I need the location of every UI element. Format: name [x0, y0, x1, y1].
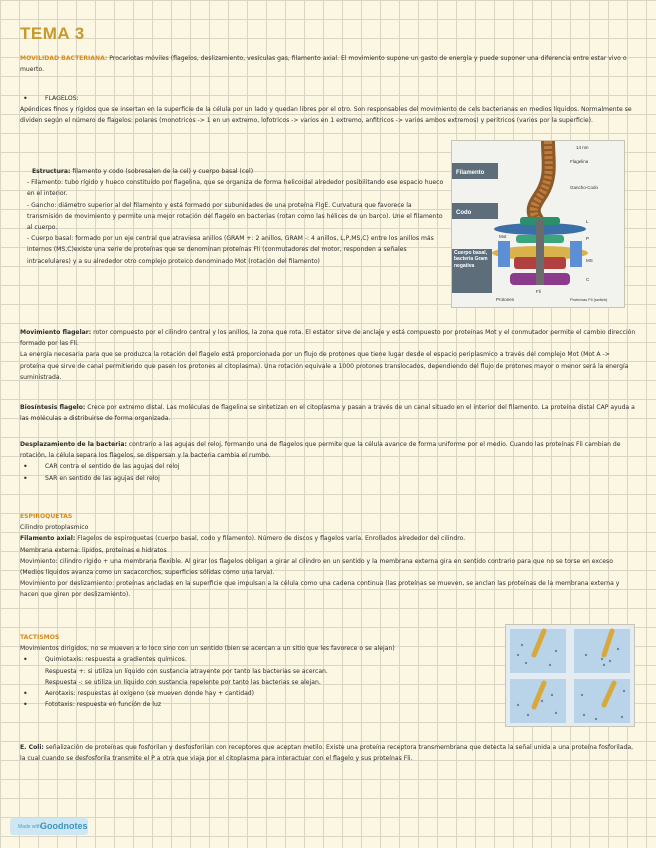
espiroquetas-block	[20, 511, 636, 601]
tactismos-text: Movimientos dirigidos, no se mueven a lo loco sino con un sentido (bien se acercan a un sitio que les favorece o se alejan)	[20, 645, 395, 653]
estructura-text: filamento y codo (sobresalen de la cel) y cuerpo basal (cel)	[70, 168, 254, 175]
flagellum-diagram	[451, 140, 625, 308]
flagelos-text: Apéndices finos y rígidos que se insertan en la superficie de la célula por un lado y quedan libres por el otro. Son responsables del movimiento de cels bacterianas en medios líquidos. Normalmente se dividen según el número de flagelos: polares (monotricos -> 1 en un extremo, lofotricos -> varios en 1 extremo, anfitricos -> varios ambos extremos) y peritricos (varios por la superficie).	[20, 106, 632, 125]
tactismos-block	[20, 632, 506, 710]
central-rod	[536, 219, 544, 285]
diagram-ring-l: L	[586, 219, 589, 224]
intro-heading: MOVILIDAD BACTERIANA:	[20, 55, 108, 62]
desplazamiento-label: Desplazamiento de la bacteria:	[20, 441, 127, 448]
dish-2	[574, 629, 630, 673]
ecoli-text: señalización de proteínas que fosforilan y desfosforilan con receptores que aceptan metilo. Existe una proteína receptora transmembrana que detecta la señal unida a una proteína fosforilada, la cual cuando se desfosforila transmite el P a otra que viaja por el citoplasma para interactuar con el flagelo y sus proteínas Fli.	[20, 744, 634, 763]
desplazamiento-block	[20, 439, 636, 484]
diagram-label-protones: Protones	[496, 297, 515, 302]
mot-right	[570, 241, 582, 267]
intro-text: Procariotas móviles (flagelos, deslizamiento, vesículas gas, filamento axial. El movimiento supone un gasto de energía y puede suponer una diferencia entre estar vivo o muerto.	[20, 55, 627, 74]
flagelos-list	[20, 93, 620, 104]
badge-brand: Goodnotes	[40, 821, 88, 831]
biosintesis-label: Biosíntesis flagelo:	[20, 404, 86, 411]
tactismos-list-2	[20, 688, 506, 710]
espiroquetas-deslizamiento: Movimiento por deslizamiento: proteínas ancladas en la superficie que impulsan a la célula como una cadena continua (las proteínas se mueven, se anclan las proteínas de la membrana externa y hacen que giren por deslizamiento).	[20, 580, 620, 599]
estructura-gancho: - Gancho: diámetro superior al del filamento y está formado por subunidades de una proteína FlgE. Curvatura que favorece la transmisión de movimiento y permite una mejor rotación del flagelo en bacterias (rotan como las hélices de un barco). Une el filamento al cuerpo.	[27, 201, 443, 232]
espiroquetas-movimiento: Movimiento: cilindro rígido + una membrana flexible. Al girar los flagelos obligan a girar al cilindro en un sentido y la membrana externa gira en sentido contrario para que no se torse en exceso (Medios líquidos avanza como un sacacorchos, superficies sólidas como una larva).	[20, 557, 613, 577]
diagram-label-fli: Fli	[536, 289, 541, 294]
list-item-quimiotaxis: • Quimiotaxis: respuesta a gradientes químicos.	[20, 654, 506, 665]
diagram-label-filamento: Filamento	[456, 170, 485, 176]
diagram-ring-p: P	[586, 236, 590, 241]
diagram-label-gancho: Gancho-Codo	[570, 185, 599, 190]
estructura-label: Estructura:	[32, 168, 71, 175]
list-item-aerotaxis: • Aerotaxis: respuestas al oxígeno (se mueven donde hay + cantidad)	[20, 688, 506, 699]
diagram-label-size: 14 nm	[576, 145, 589, 150]
intro-paragraph	[20, 53, 636, 75]
diagram-label-flagelina: Flagelina	[570, 159, 589, 164]
rotation-list	[20, 461, 636, 483]
espiroquetas-filamento-label: Filamento axial:	[20, 535, 76, 543]
movimiento-text: rotor compuesto por el cilindro central y los anillos, la zona que rota. El estator sirve de anclaje y está compuesto por proteínas Mot y el conmutador permite el cambio dirección formado por las Fli.	[20, 329, 636, 348]
tactismos-heading: TACTISMOS	[20, 634, 60, 641]
diagram-label-cuerpo: Cuerpo basal, bacteria Gram negativa	[454, 250, 488, 269]
espiroquetas-filamento-text: Flagelos de espiroquetas (cuerpo basal, codo y filamento). Número de discos y flagelos varía. Enrollados alrededor del cilindro.	[75, 535, 466, 543]
diagram-label-proteinas-fli: Proteínas Fli (switch)	[570, 297, 608, 302]
desplazamiento-text: contrario a las agujas del reloj, formando una de flagelos que permite que la célula avance de forma uniforme por el medio. Cuando las proteínas Fli cambian de rotación, la célula separa los flagelos, se dispersan y la bacteria cambia el rumbo.	[20, 441, 621, 460]
list-item-fototaxis: • Fototaxis: respuesta en función de luz	[20, 699, 506, 710]
mot-left	[498, 241, 510, 267]
estructura-filamento: - Filamento: tubo rígido y hueco constituido por flagelina, que se organiza de forma helicoidal alrededor posibilitando ese espacio hueco en el interior.	[27, 179, 444, 198]
diagram-label-mot: Mot	[499, 234, 507, 239]
ecoli-block	[20, 742, 636, 764]
flagellum-illustration	[452, 141, 624, 307]
badge-small-text: Made with	[18, 824, 41, 830]
respuesta-positiva: Respuesta +: si utiliza un líquido con sustancia atrayente por tanto las bacterias se acercan.	[45, 667, 328, 675]
diagram-ring-c: C	[586, 277, 590, 282]
diagram-label-codo: Codo	[456, 210, 472, 216]
chemotaxis-illustration	[506, 625, 634, 726]
biosintesis-block	[20, 402, 636, 424]
goodnotes-badge[interactable]	[10, 818, 88, 835]
flagelos-heading: • FLAGELOS:	[20, 93, 620, 104]
movimiento-block	[20, 327, 636, 383]
page-title: TEMA 3	[20, 24, 85, 43]
biosintesis-text: Crece por extremo distal. Las moléculas de flagelina se sintetizan en el citoplasma y pasan a través de un canal situado en el interior del filamento. La proteína distal CAP ayuda a las moléculas a distribuirse de forma organizada.	[20, 404, 635, 423]
movimiento-label: Movimiento flagelar:	[20, 329, 92, 336]
espiroquetas-membrana: Membrana externa: lípidos, proteínas e hidratos	[20, 546, 167, 554]
ecoli-label: E. Coli:	[20, 744, 44, 751]
estructura-block	[27, 166, 445, 267]
movimiento-energia: La energía necesaria para que se produzca la rotación del flagelo está proporcionada por un flujo de protones que tiene lugar desde el espacio periplasmico a través del complejo Mot (Mot A -> proteína que sirve de canal permitiendo que pasen los protones al citoplasma). Una rotación equivale a 1000 protones translocados, dependiendo del flujo de protones mayor o menor será la energía suministrada.	[20, 351, 629, 381]
list-item-car: • CAR contra el sentido de las agujas del reloj	[20, 461, 636, 472]
list-item-sar: • SAR en sentido de las agujas del reloj	[20, 473, 636, 484]
espiroquetas-heading: ESPIROQUETAS	[20, 513, 73, 520]
tactismos-list	[20, 654, 506, 665]
estructura-cuerpo-basal: - Cuerpo basal: formado por un eje central que atraviesa anillos (GRAM +: 2 anillos, GRAM -: 4 anillos, L,P,MS,C) entre los anillos más internos (MS,C)existe una serie de proteínas que se denominan proteínas Fli (conmutadores del motor, responden a señales intracelulares) y a su alrededor otro complejo proteico denominado Mot (rotación del filamento)	[27, 235, 434, 265]
chemotaxis-image	[505, 624, 635, 727]
respuesta-negativa: Respuesta -: se utiliza un líquido con sustancia repelente por tanto las bacterias se alejan.	[45, 678, 321, 686]
espiroquetas-cilindro: Cilindro protoplasmico	[20, 524, 89, 532]
diagram-ring-ms: MS	[586, 258, 593, 263]
